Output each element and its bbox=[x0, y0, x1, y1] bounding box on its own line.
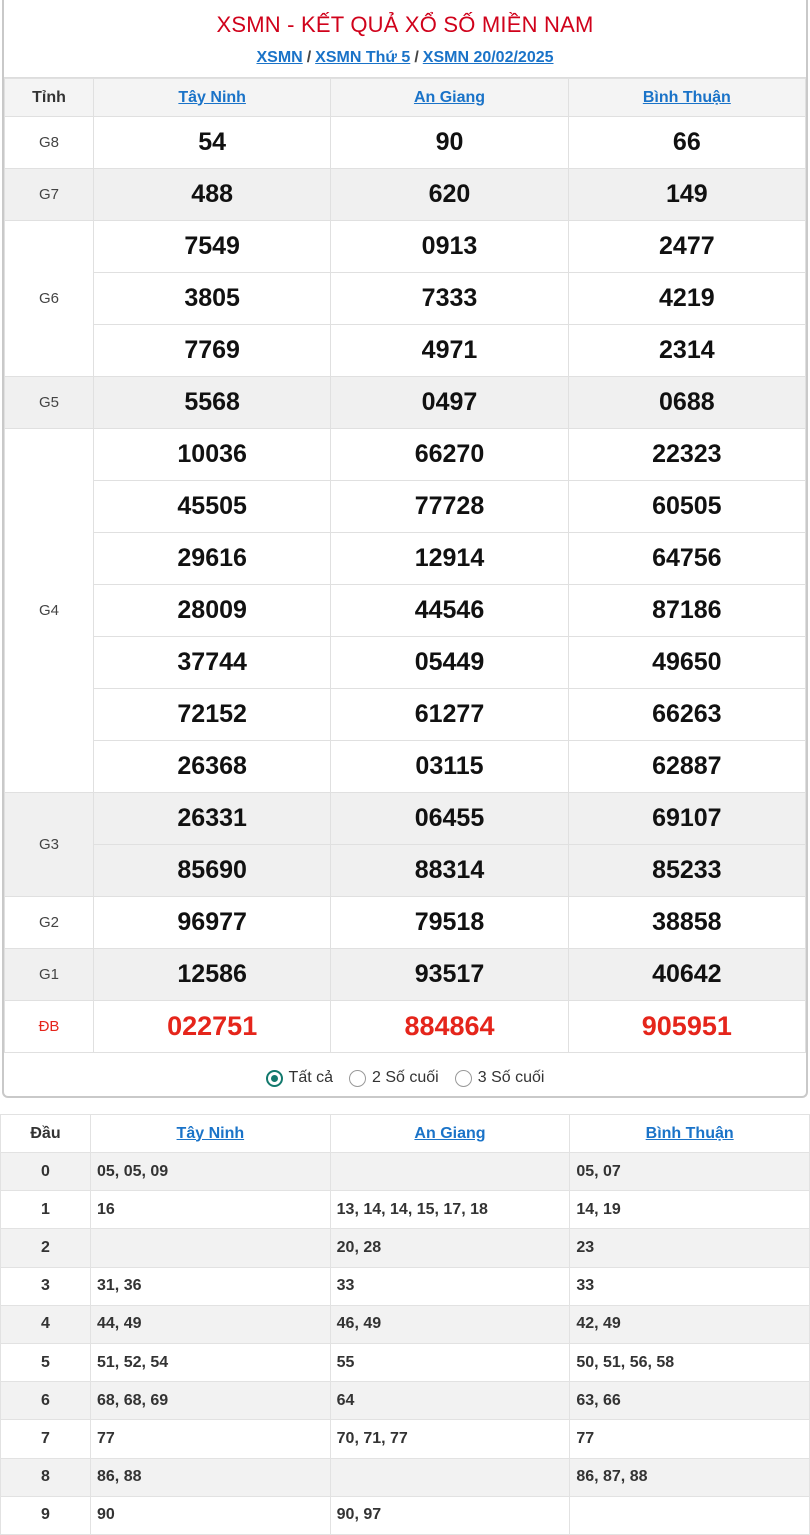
dau-digit: 1 bbox=[1, 1191, 91, 1229]
dau-values: 70, 71, 77 bbox=[330, 1420, 570, 1458]
dau-row bbox=[1, 1458, 810, 1496]
prize-row bbox=[5, 169, 806, 221]
prize-number: 7769 bbox=[94, 325, 331, 377]
prize-row bbox=[5, 741, 806, 793]
col-dau: Đầu bbox=[1, 1115, 91, 1153]
prize-row bbox=[5, 377, 806, 429]
prize-number: 5568 bbox=[94, 377, 331, 429]
prize-number: 62887 bbox=[568, 741, 805, 793]
prize-label: ĐB bbox=[5, 1001, 94, 1053]
prize-number: 66 bbox=[568, 117, 805, 169]
dau-values: 20, 28 bbox=[330, 1229, 570, 1267]
prize-number: 488 bbox=[94, 169, 331, 221]
breadcrumb-xsmn-thu5[interactable]: XSMN Thứ 5 bbox=[315, 49, 411, 66]
prize-number: 03115 bbox=[331, 741, 568, 793]
dau-digit: 4 bbox=[1, 1305, 91, 1343]
prize-number: 0913 bbox=[331, 221, 568, 273]
filter-all[interactable] bbox=[266, 1069, 333, 1087]
dau-values: 90, 97 bbox=[330, 1496, 570, 1534]
prize-row bbox=[5, 897, 806, 949]
filter-2-digits[interactable] bbox=[349, 1069, 439, 1087]
dau-values: 13, 14, 14, 15, 17, 18 bbox=[330, 1191, 570, 1229]
prize-row bbox=[5, 117, 806, 169]
dau-row bbox=[1, 1267, 810, 1305]
prize-number: 88314 bbox=[331, 845, 568, 897]
digit-filter bbox=[4, 1053, 806, 1103]
dau-col-province-2 bbox=[330, 1115, 570, 1153]
dau-values bbox=[570, 1496, 810, 1534]
dau-header-row bbox=[1, 1115, 810, 1153]
dau-row bbox=[1, 1153, 810, 1191]
dau-body bbox=[1, 1153, 810, 1535]
dau-values: 44, 49 bbox=[91, 1305, 331, 1343]
prize-row bbox=[5, 689, 806, 741]
prize-label: G8 bbox=[5, 117, 94, 169]
breadcrumb bbox=[4, 49, 806, 67]
dau-values: 55 bbox=[330, 1343, 570, 1381]
dau-row bbox=[1, 1420, 810, 1458]
dau-values: 14, 19 bbox=[570, 1191, 810, 1229]
filter-3-digits-label: 3 Số cuối bbox=[477, 1069, 545, 1086]
prize-number: 90 bbox=[331, 117, 568, 169]
prize-number: 06455 bbox=[331, 793, 568, 845]
dau-values bbox=[330, 1153, 570, 1191]
prize-label: G1 bbox=[5, 949, 94, 1001]
prize-row bbox=[5, 429, 806, 481]
prize-number: 38858 bbox=[568, 897, 805, 949]
prize-number: 149 bbox=[568, 169, 805, 221]
col-province-2 bbox=[331, 79, 568, 117]
prize-row bbox=[5, 221, 806, 273]
dau-row bbox=[1, 1343, 810, 1381]
dau-values bbox=[91, 1229, 331, 1267]
prize-number: 85690 bbox=[94, 845, 331, 897]
prize-number: 26368 bbox=[94, 741, 331, 793]
special-prize-number: 884864 bbox=[331, 1001, 568, 1053]
prize-label: G2 bbox=[5, 897, 94, 949]
dau-province-link-tay-ninh[interactable]: Tây Ninh bbox=[176, 1124, 245, 1142]
special-prize-number: 022751 bbox=[94, 1001, 331, 1053]
prize-number: 12586 bbox=[94, 949, 331, 1001]
dau-digit: 9 bbox=[1, 1496, 91, 1534]
prize-number: 61277 bbox=[331, 689, 568, 741]
dau-digit: 7 bbox=[1, 1420, 91, 1458]
dau-digit: 6 bbox=[1, 1382, 91, 1420]
result-card bbox=[2, 0, 808, 1098]
province-link-tay-ninh[interactable]: Tây Ninh bbox=[178, 88, 246, 106]
prize-row bbox=[5, 273, 806, 325]
prize-number: 87186 bbox=[568, 585, 805, 637]
prize-number: 54 bbox=[94, 117, 331, 169]
prize-number: 66263 bbox=[568, 689, 805, 741]
breadcrumb-xsmn[interactable]: XSMN bbox=[256, 49, 303, 66]
prize-number: 49650 bbox=[568, 637, 805, 689]
prize-row bbox=[5, 585, 806, 637]
prize-number: 26331 bbox=[94, 793, 331, 845]
dau-row bbox=[1, 1382, 810, 1420]
dau-values: 64 bbox=[330, 1382, 570, 1420]
dau-col-province-3 bbox=[570, 1115, 810, 1153]
prize-label: G6 bbox=[5, 221, 94, 377]
dau-row bbox=[1, 1229, 810, 1267]
dau-values: 77 bbox=[91, 1420, 331, 1458]
dau-values bbox=[330, 1458, 570, 1496]
prize-number: 12914 bbox=[331, 533, 568, 585]
filter-2-digits-label: 2 Số cuối bbox=[372, 1069, 439, 1086]
prize-row bbox=[5, 949, 806, 1001]
prize-row bbox=[5, 325, 806, 377]
prize-label: G4 bbox=[5, 429, 94, 793]
prize-number: 40642 bbox=[568, 949, 805, 1001]
prize-number: 37744 bbox=[94, 637, 331, 689]
dau-row bbox=[1, 1496, 810, 1534]
dau-values: 42, 49 bbox=[570, 1305, 810, 1343]
prize-number: 69107 bbox=[568, 793, 805, 845]
filter-3-digits[interactable] bbox=[455, 1069, 545, 1087]
dau-digit: 0 bbox=[1, 1153, 91, 1191]
dau-values: 33 bbox=[570, 1267, 810, 1305]
prize-number: 0688 bbox=[568, 377, 805, 429]
prize-number: 64756 bbox=[568, 533, 805, 585]
prize-row bbox=[5, 1001, 806, 1053]
prize-number: 45505 bbox=[94, 481, 331, 533]
prize-label: G3 bbox=[5, 793, 94, 897]
dau-values: 77 bbox=[570, 1420, 810, 1458]
dau-province-link-an-giang[interactable]: An Giang bbox=[414, 1124, 486, 1142]
col-tinh: Tỉnh bbox=[5, 79, 94, 117]
prize-number: 79518 bbox=[331, 897, 568, 949]
prize-number: 0497 bbox=[331, 377, 568, 429]
dau-values: 05, 05, 09 bbox=[91, 1153, 331, 1191]
breadcrumb-separator: / bbox=[414, 49, 419, 66]
results-body bbox=[5, 117, 806, 1053]
prize-number: 620 bbox=[331, 169, 568, 221]
special-prize-number: 905951 bbox=[568, 1001, 805, 1053]
breadcrumb-separator: / bbox=[306, 49, 312, 66]
prize-number: 66270 bbox=[331, 429, 568, 481]
radio-icon[interactable] bbox=[455, 1070, 472, 1087]
prize-label: G5 bbox=[5, 377, 94, 429]
results-table bbox=[4, 78, 806, 1053]
prize-row bbox=[5, 793, 806, 845]
prize-number: 28009 bbox=[94, 585, 331, 637]
results-header-row bbox=[5, 79, 806, 117]
prize-number: 22323 bbox=[568, 429, 805, 481]
prize-row bbox=[5, 845, 806, 897]
dau-digit: 8 bbox=[1, 1458, 91, 1496]
prize-number: 72152 bbox=[94, 689, 331, 741]
prize-number: 10036 bbox=[94, 429, 331, 481]
dau-values: 46, 49 bbox=[330, 1305, 570, 1343]
dau-values: 51, 52, 54 bbox=[91, 1343, 331, 1381]
prize-number: 3805 bbox=[94, 273, 331, 325]
radio-checked-icon[interactable] bbox=[266, 1070, 283, 1087]
filter-all-label: Tất cả bbox=[288, 1069, 334, 1086]
prize-number: 7549 bbox=[94, 221, 331, 273]
col-province-3 bbox=[568, 79, 805, 117]
header bbox=[4, 0, 806, 78]
dau-digit: 2 bbox=[1, 1229, 91, 1267]
dau-digit: 5 bbox=[1, 1343, 91, 1381]
province-link-an-giang[interactable]: An Giang bbox=[413, 88, 486, 106]
prize-number: 4971 bbox=[331, 325, 568, 377]
prize-number: 2477 bbox=[568, 221, 805, 273]
prize-number: 60505 bbox=[568, 481, 805, 533]
province-link-binh-thuan[interactable]: Bình Thuận bbox=[642, 88, 731, 106]
col-province-1 bbox=[94, 79, 331, 117]
prize-number: 44546 bbox=[331, 585, 568, 637]
prize-number: 05449 bbox=[331, 637, 568, 689]
dau-row bbox=[1, 1305, 810, 1343]
prize-row bbox=[5, 481, 806, 533]
dau-values: 23 bbox=[570, 1229, 810, 1267]
dau-values: 50, 51, 56, 58 bbox=[570, 1343, 810, 1381]
dau-values: 33 bbox=[330, 1267, 570, 1305]
dau-values: 86, 88 bbox=[91, 1458, 331, 1496]
dau-values: 31, 36 bbox=[91, 1267, 331, 1305]
prize-row bbox=[5, 637, 806, 689]
dau-table bbox=[0, 1114, 810, 1535]
prize-number: 93517 bbox=[331, 949, 568, 1001]
prize-label: G7 bbox=[5, 169, 94, 221]
dau-values: 86, 87, 88 bbox=[570, 1458, 810, 1496]
dau-values: 63, 66 bbox=[570, 1382, 810, 1420]
dau-values: 68, 68, 69 bbox=[91, 1382, 331, 1420]
breadcrumb-xsmn-date[interactable]: XSMN 20/02/2025 bbox=[422, 49, 554, 66]
dau-province-link-binh-thuan[interactable]: Bình Thuận bbox=[645, 1124, 734, 1142]
dau-row bbox=[1, 1191, 810, 1229]
page-title: XSMN - KẾT QUẢ XỔ SỐ MIỀN NAM bbox=[216, 12, 594, 37]
dau-col-province-1 bbox=[91, 1115, 331, 1153]
prize-number: 85233 bbox=[568, 845, 805, 897]
prize-number: 29616 bbox=[94, 533, 331, 585]
dau-digit: 3 bbox=[1, 1267, 91, 1305]
prize-number: 4219 bbox=[568, 273, 805, 325]
prize-row bbox=[5, 533, 806, 585]
prize-number: 77728 bbox=[331, 481, 568, 533]
dau-values: 16 bbox=[91, 1191, 331, 1229]
dau-values: 05, 07 bbox=[570, 1153, 810, 1191]
prize-number: 96977 bbox=[94, 897, 331, 949]
prize-number: 7333 bbox=[331, 273, 568, 325]
prize-number: 2314 bbox=[568, 325, 805, 377]
radio-icon[interactable] bbox=[349, 1070, 366, 1087]
dau-values: 90 bbox=[91, 1496, 331, 1534]
